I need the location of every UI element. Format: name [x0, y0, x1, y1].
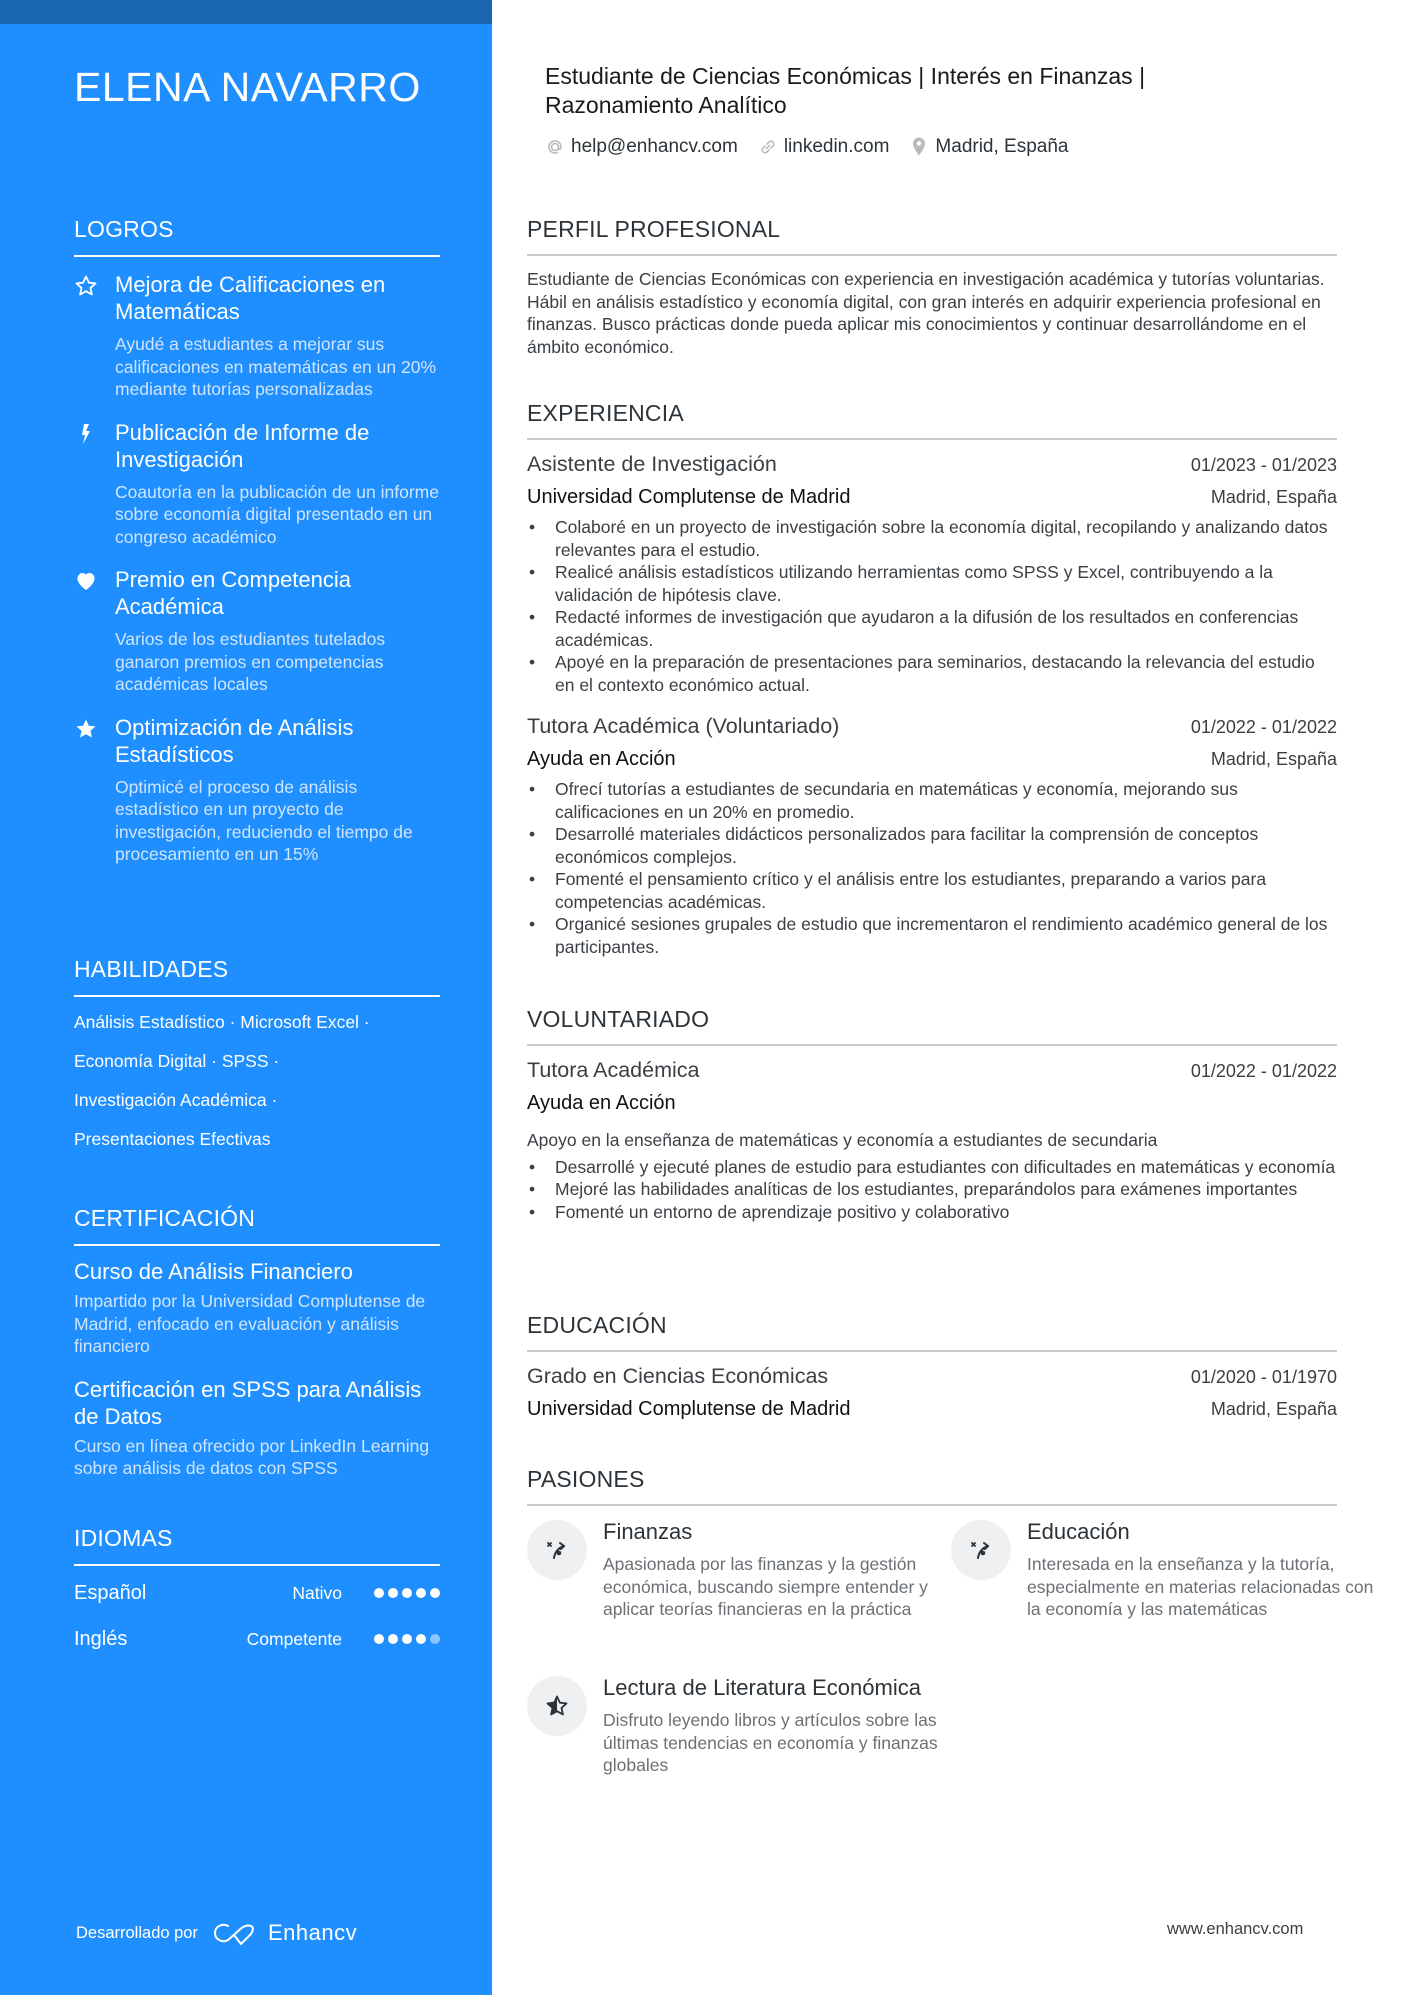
rating-dot-filled — [374, 1634, 384, 1644]
vol-title: Tutora Académica — [527, 1058, 700, 1082]
achievement-item — [74, 566, 440, 696]
certification-title: Certificación en SPSS para Análisis de Datos — [74, 1376, 422, 1429]
skills-heading: HABILIDADES — [74, 956, 440, 997]
degree-org: Universidad Complutense de Madrid — [527, 1398, 851, 1420]
bullet: • Organicé sesiones grupales de estudio que incrementaron el rendimiento académico general de los participantes. — [527, 913, 1337, 958]
volunteering-entry — [527, 1058, 1337, 1223]
achievements-section — [74, 216, 440, 884]
certifications-heading: CERTIFICACIÓN — [74, 1205, 440, 1246]
star-outline-icon — [74, 274, 98, 298]
passions-grid — [527, 1518, 1374, 1818]
job-date: 01/2023 - 01/2023 — [1190, 455, 1337, 475]
candidate-name: ELENA NAVARRO — [74, 64, 421, 110]
passion-item — [951, 1518, 1387, 1621]
enhancv-brand: Enhancv — [267, 1920, 358, 1945]
summary-text: Estudiante de Ciencias Económicas con experiencia en investigación académica y tutorías voluntarias. Hábil en análisis estadístico y economía digital, con gran interés en adquirir experiencia profesional en finanzas. Busco prácticas donde pueda aplicar mis conocimientos y continuar desarrollándome en el ámbito económico. — [527, 269, 1325, 357]
certification-desc: Impartido por la Universidad Complutense de Madrid, enfocado en evaluación y análisis financiero — [74, 1291, 426, 1356]
star-filled-icon — [74, 717, 98, 741]
achievement-item — [74, 714, 440, 866]
rating-dot-filled — [402, 1588, 412, 1598]
summary-section — [527, 216, 1337, 358]
language-level: Competente — [246, 1628, 342, 1649]
degree-date: 01/2020 - 01/1970 — [1190, 1367, 1337, 1387]
star-half-icon — [545, 1694, 569, 1718]
language-item — [74, 1570, 440, 1616]
job-title: Tutora Académica (Voluntariado) — [527, 714, 840, 738]
languages-section — [74, 1525, 440, 1662]
job-location: Madrid, España — [1210, 749, 1337, 769]
heart-icon — [74, 569, 98, 593]
job-location: Madrid, España — [1210, 487, 1337, 507]
certification-desc: Curso en línea ofrecido por LinkedIn Learning sobre análisis de datos con SPSS — [74, 1435, 430, 1478]
achievement-title: Optimización de Análisis Estadísticos — [115, 714, 354, 767]
skill-row: Investigación Académica · — [74, 1090, 278, 1110]
rating-dot-filled — [388, 1634, 398, 1644]
passion-item — [527, 1674, 963, 1777]
headline: Estudiante de Ciencias Económicas | Interés en Finanzas | Razonamiento Analítico — [545, 63, 1146, 118]
enhancv-mark-icon — [212, 1920, 258, 1946]
website-link[interactable]: www.enhancv.com — [1167, 1920, 1304, 1938]
bullet: • Desarrollé materiales didácticos personalizados para facilitar la comprensión de conceptos económicos complejos. — [527, 823, 1337, 868]
rating-dot-filled — [388, 1588, 398, 1598]
bullet: • Fomenté un entorno de aprendizaje positivo y colaborativo — [527, 1201, 1337, 1224]
passions-heading: PASIONES — [527, 1466, 1337, 1506]
contact-email[interactable] — [545, 136, 738, 158]
language-item — [74, 1616, 440, 1662]
sidebar — [0, 0, 492, 1995]
achievement-item — [74, 271, 440, 401]
degree-location: Madrid, España — [1210, 1399, 1337, 1419]
passion-title: Finanzas — [603, 1519, 693, 1544]
achievement-desc: Optimicé el proceso de análisis estadístico en un proyecto de investigación, reduciendo el tiempo de procesamiento en un 15% — [115, 776, 413, 864]
lightning-icon — [74, 422, 98, 446]
at-icon — [545, 137, 565, 157]
certification-title: Curso de Análisis Financiero — [74, 1259, 353, 1284]
passion-title: Educación — [1027, 1519, 1130, 1544]
passion-icon-circle — [527, 1676, 587, 1736]
passion-icon-circle — [951, 1520, 1011, 1580]
language-name: Inglés — [74, 1627, 128, 1650]
bullet: • Ofrecí tutorías a estudiantes de secundaria en matemáticas y economía, mejorando sus calificaciones en un 20% en promedio. — [527, 778, 1337, 823]
education-heading: EDUCACIÓN — [527, 1312, 1337, 1352]
passion-item — [527, 1518, 963, 1621]
achievement-desc: Varios de los estudiantes tutelados ganaron premios en competencias académicas locales — [115, 629, 386, 694]
bullet: • Fomenté el pensamiento crítico y el análisis entre los estudiantes, preparando a varios para competencias académicas. — [527, 868, 1337, 913]
experience-section — [527, 400, 1337, 958]
experience-heading: EXPERIENCIA — [527, 400, 1337, 440]
experience-entry — [527, 452, 1337, 696]
language-rating — [374, 1588, 440, 1598]
education-section — [527, 1312, 1337, 1421]
language-rating — [374, 1634, 440, 1644]
experience-entry — [527, 714, 1337, 958]
rating-dot-filled — [416, 1588, 426, 1598]
bullet: • Redacté informes de investigación que ayudaron a la difusión de los resultados en conferencias académicas. — [527, 606, 1337, 651]
skill-row: Análisis Estadístico · Microsoft Excel · — [74, 1012, 370, 1032]
achievement-desc: Coautoría en la publicación de un informe sobre economía digital presentado en un congreso académico — [115, 481, 439, 547]
skill-row: Presentaciones Efectivas — [74, 1129, 271, 1149]
bullet: • Colaboré en un proyecto de investigación sobre la economía digital, recopilando y analizando datos relevantes para el estudio. — [527, 516, 1337, 561]
link-icon — [758, 137, 778, 157]
passion-desc: Disfruto leyendo libros y artículos sobre las últimas tendencias en economía y finanzas globales — [603, 1710, 938, 1775]
passion-title: Lectura de Literatura Económica — [603, 1675, 921, 1700]
passions-section — [527, 1466, 1374, 1818]
contact-location-text: Madrid, España — [935, 136, 1069, 157]
vol-date: 01/2022 - 01/2022 — [1190, 1061, 1337, 1081]
skills-section — [74, 956, 440, 1167]
rating-dot-filled — [402, 1634, 412, 1644]
job-org: Ayuda en Acción — [527, 748, 676, 770]
rating-dot-filled — [430, 1588, 440, 1598]
passion-desc: Interesada en la enseñanza y la tutoría, especialmente en materias relacionadas con la economía y las matemáticas — [1027, 1554, 1374, 1619]
job-date: 01/2022 - 01/2022 — [1190, 717, 1337, 737]
job-bullets — [527, 778, 1337, 958]
vol-bullets — [527, 1156, 1337, 1224]
summary-heading: PERFIL PROFESIONAL — [527, 216, 1337, 256]
language-name: Español — [74, 1581, 147, 1604]
passion-desc: Apasionada por las finanzas y la gestión económica, buscando siempre entender y aplicar teorías financieras en la práctica — [603, 1554, 928, 1619]
contact-email-text: help@enhancv.com — [571, 136, 738, 157]
certifications-section — [74, 1205, 440, 1498]
job-bullets — [527, 516, 1337, 696]
degree-title: Grado en Ciencias Económicas — [527, 1364, 829, 1388]
achievements-heading: LOGROS — [74, 216, 440, 257]
contact-row — [545, 136, 1089, 158]
achievement-desc: Ayudé a estudiantes a mejorar sus calificaciones en matemáticas en un 20% mediante tutorías personalizadas — [115, 334, 437, 399]
rating-dot-filled — [374, 1588, 384, 1598]
skill-row: Economía Digital · SPSS · — [74, 1051, 280, 1071]
strategy-icon — [969, 1538, 993, 1562]
job-org: Universidad Complutense de Madrid — [527, 486, 851, 508]
passion-icon-circle — [527, 1520, 587, 1580]
sidebar-top-strip — [0, 0, 492, 24]
education-entry — [527, 1364, 1337, 1421]
enhancv-logo-icon[interactable] — [212, 1920, 357, 1946]
rating-dot-empty — [430, 1634, 440, 1644]
contact-linkedin-text: linkedin.com — [783, 136, 890, 157]
volunteering-heading: VOLUNTARIADO — [527, 1006, 1337, 1046]
languages-heading: IDIOMAS — [74, 1525, 440, 1566]
vol-desc: Apoyo en la enseñanza de matemáticas y economía a estudiantes de secundaria — [527, 1130, 1158, 1150]
bullet: • Mejoré las habilidades analíticas de los estudiantes, preparándolos para exámenes importantes — [527, 1178, 1337, 1201]
achievement-title: Mejora de Calificaciones en Matemáticas — [115, 272, 386, 324]
powered-by-label: Desarrollado por — [76, 1923, 198, 1942]
achievement-item — [74, 419, 440, 549]
contact-location — [909, 136, 1068, 158]
language-level: Nativo — [292, 1582, 342, 1603]
vol-org: Ayuda en Acción — [527, 1092, 676, 1114]
bullet: • Apoyé en la preparación de presentaciones para seminarios, destacando la relevancia del estudio en el contexto económico actual. — [527, 651, 1337, 696]
contact-linkedin[interactable] — [758, 136, 890, 158]
achievement-title: Publicación de Informe de Investigación — [115, 419, 370, 472]
volunteering-section — [527, 1006, 1337, 1223]
achievement-title: Premio en Competencia Académica — [115, 567, 352, 619]
bullet: • Realicé análisis estadísticos utilizando herramientas como SPSS y Excel, contribuyendo a la validación de hipótesis clave. — [527, 561, 1337, 606]
strategy-icon — [545, 1538, 569, 1562]
location-pin-icon — [909, 136, 929, 158]
rating-dot-filled — [416, 1634, 426, 1644]
job-title: Asistente de Investigación — [527, 452, 777, 476]
bullet: • Desarrollé y ejecuté planes de estudio para estudiantes con dificultades en matemáticas y economía — [527, 1156, 1337, 1179]
powered-by — [76, 1920, 357, 1946]
